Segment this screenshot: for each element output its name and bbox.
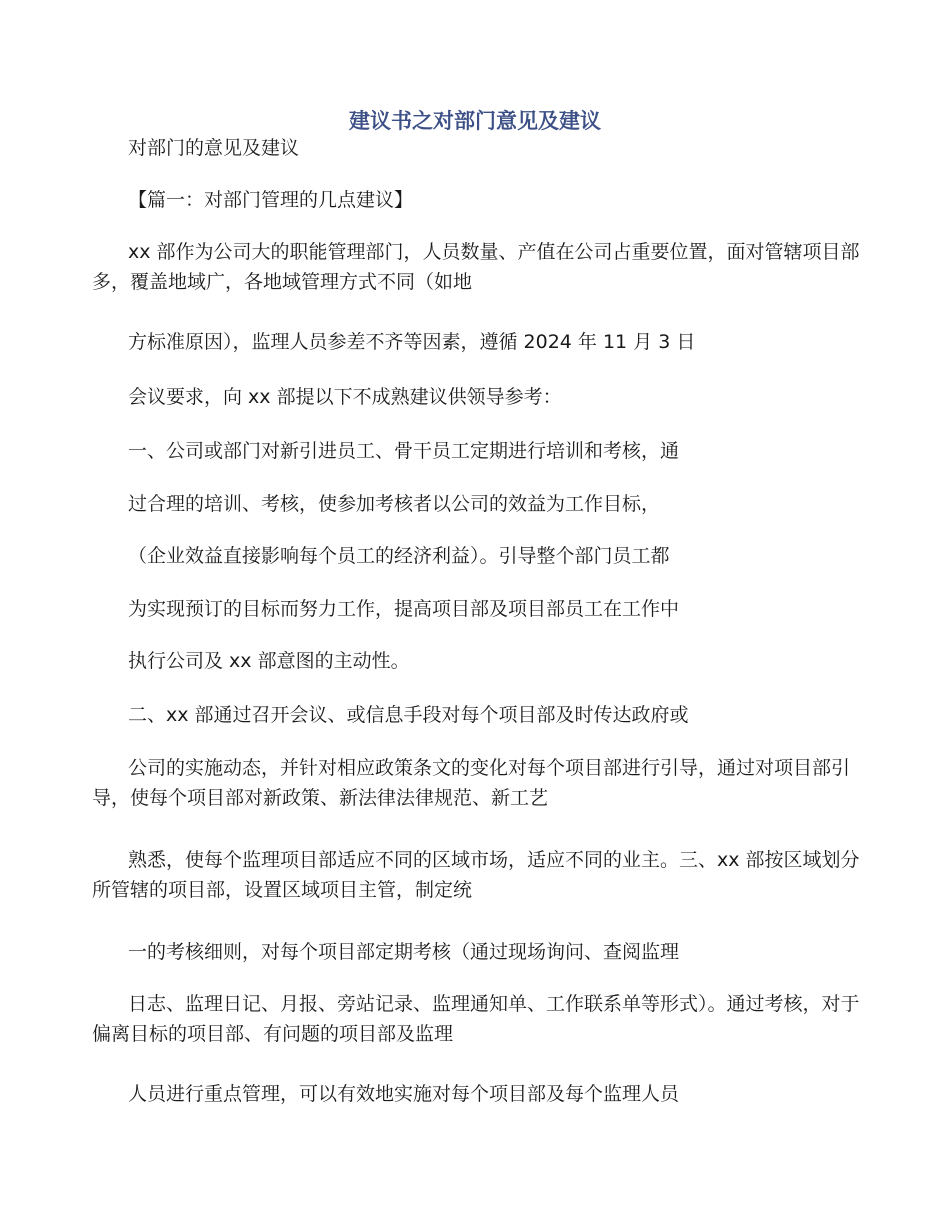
paragraph-subtitle: 对部门的意见及建议 [128,137,300,159]
paragraph: 日志、监理日记、月报、旁站记录、监理通知单、工作联系单等形式）。通过考核，对于偏离目标的项目部、有问题的项目部及监理 [92,993,860,1045]
paragraph: 会议要求，向 xx 部提以下不成熟建议供领导参考： [128,386,562,408]
paragraph: （企业效益直接影响每个员工的经济利益）。引导整个部门员工都 [128,545,670,567]
paragraph: 执行公司及 xx 部意图的主动性。 [128,650,410,672]
paragraph: 二、xx 部通过召开会议、或信息手段对每个项目部及时传达政府或 [128,704,689,726]
paragraph: 过合理的培训、考核，使参加考核者以公司的效益为工作目标， [128,493,661,515]
document-title: 建议书之对部门意见及建议 [349,108,601,133]
paragraph-section-heading: 【篇一：对部门管理的几点建议】 [128,189,414,211]
paragraph: 公司的实施动态，并针对相应政策条文的变化对每个项目部进行引导，通过对项目部引导，使每个项目部对新政策、新法律法律规范、新工艺 [92,757,851,809]
paragraph: 一、公司或部门对新引进员工、骨干员工定期进行培训和考核，通 [128,440,680,462]
paragraph: 熟悉，使每个监理项目部适应不同的区域市场，适应不同的业主。三、xx 部按区域划分所管辖的项目部，设置区域项目主管，制定统 [92,849,860,901]
paragraph: 方标准原因），监理人员参差不齐等因素，遵循 2024 年 11 月 3 日 [128,331,696,353]
paragraph: 为实现预订的目标而努力工作，提高项目部及项目部员工在工作中 [128,598,680,620]
paragraph: xx 部作为公司大的职能管理部门，人员数量、产值在公司占重要位置，面对管辖项目部多，覆盖地域广，各地域管理方式不同（如地 [92,241,860,293]
paragraph: 一的考核细则，对每个项目部定期考核（通过现场询问、查阅监理 [128,941,680,963]
paragraph: 人员进行重点管理，可以有效地实施对每个项目部及每个监理人员 [128,1083,680,1105]
